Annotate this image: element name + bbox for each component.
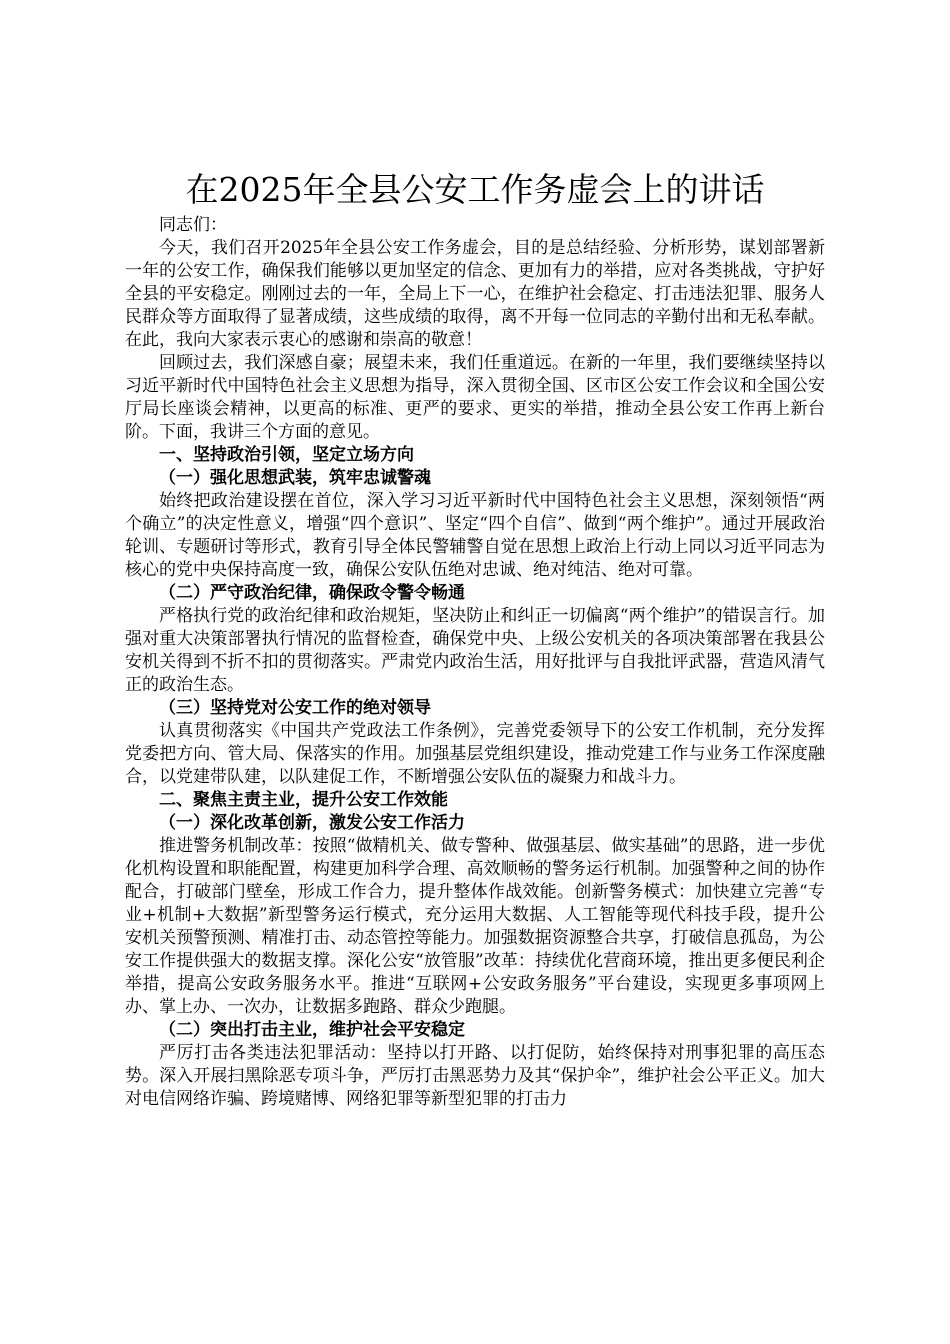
greeting: 同志们： <box>159 215 227 235</box>
section-1-3-paragraph: 认真贯彻落实《中国共产党政法工作条例》，完善党委领导下的公安工作机制，充分发挥党委把方向、管大局、保落实的作用。加强基层党组织建设，推动党建工作与业务工作深度融合，以党建带队建，以队建促工作，不断增强公安队伍的凝聚力和战斗力。 <box>125 721 825 787</box>
document-page <box>125 168 825 1111</box>
section-2-2-paragraph: 严厉打击各类违法犯罪活动：坚持以打开路、以打促防，始终保持对刑事犯罪的高压态势。深入开展扫黑除恶专项斗争，严厉打击黑恶势力及其“保护伞”，维护社会公平正义。加大对电信网络诈骗、跨境赌博、网络犯罪等新型犯罪的打击力 <box>125 1043 825 1109</box>
section-2-1-paragraph: 推进警务机制改革：按照“做精机关、做专警种、做强基层、做实基础”的思路，进一步优化机构设置和职能配置，构建更加科学合理、高效顺畅的警务运行机制。加强警种之间的协作配合，打破部门壁垒，形成工作合力，提升整体作战效能。创新警务模式：加快建立完善“专业+机制+大数据”新型警务运行模式，充分运用大数据、人工智能等现代科技手段，提升公安机关预警预测、精准打击、动态管控等能力。加强数据资源整合共享，打破信息孤岛，为公安工作提供强大的数据支撑。深化公安“放管服”改革：持续优化营商环境，推出更多便民利企举措，提高公安政务服务水平。推进“互联网+公安政务服务”平台建设，实现更多事项网上办、掌上办、一次办，让数据多跑路、群众少跑腿。 <box>125 836 825 1017</box>
section-2-heading: 二、聚焦主责主业，提升公安工作效能 <box>159 790 448 810</box>
section-1-2-heading: （二）严守政治纪律，确保政令警令畅通 <box>159 583 465 603</box>
section-1-1-heading: （一）强化思想武装，筑牢忠诚警魂 <box>159 468 431 488</box>
intro-paragraph-2: 回顾过去，我们深感自豪；展望未来，我们任重道远。在新的一年里，我们要继续坚持以习近平新时代中国特色社会主义思想为指导，深入贯彻全国、区市区公安工作会议和全国公安厅局长座谈会精神，以更高的标准、更严的要求、更实的举措，推动全县公安工作再上新台阶。下面，我讲三个方面的意见。 <box>125 353 825 442</box>
section-1-heading: 一、坚持政治引领，坚定立场方向 <box>159 445 414 465</box>
section-1-1-paragraph: 始终把政治建设摆在首位，深入学习习近平新时代中国特色社会主义思想，深刻领悟“两个确立”的决定性意义，增强“四个意识”、坚定“四个自信”、做到“两个维护”。通过开展政治轮训、专题研讨等形式，教育引导全体民警辅警自觉在思想上政治上行动上同以习近平同志为核心的党中央保持高度一致，确保公安队伍绝对忠诚、绝对纯洁、绝对可靠。 <box>125 491 825 580</box>
intro-paragraph-1: 今天，我们召开2025年全县公安工作务虚会，目的是总结经验、分析形势，谋划部署新一年的公安工作，确保我们能够以更加坚定的信念、更加有力的举措，应对各类挑战，守护好全县的平安稳定。刚刚过去的一年，全局上下一心，在维护社会稳定、打击违法犯罪、服务人民群众等方面取得了显著成绩，这些成绩的取得，离不开每一位同志的辛勤付出和无私奉献。在此，我向大家表示衷心的感谢和崇高的敬意！ <box>125 238 825 350</box>
document-title: 在2025年全县公安工作务虚会上的讲话 <box>185 170 765 209</box>
section-1-2-paragraph: 严格执行党的政治纪律和政治规矩，坚决防止和纠正一切偏离“两个维护”的错误言行。加强对重大决策部署执行情况的监督检查，确保党中央、上级公安机关的各项决策部署在我县公安机关得到不折不扣的贯彻落实。严肃党内政治生活，用好批评与自我批评武器，营造风清气正的政治生态。 <box>125 606 825 695</box>
section-2-1-heading: （一）深化改革创新，激发公安工作活力 <box>159 813 465 833</box>
section-1-3-heading: （三）坚持党对公安工作的绝对领导 <box>159 698 431 718</box>
section-2-2-heading: （二）突出打击主业，维护社会平安稳定 <box>159 1020 465 1040</box>
